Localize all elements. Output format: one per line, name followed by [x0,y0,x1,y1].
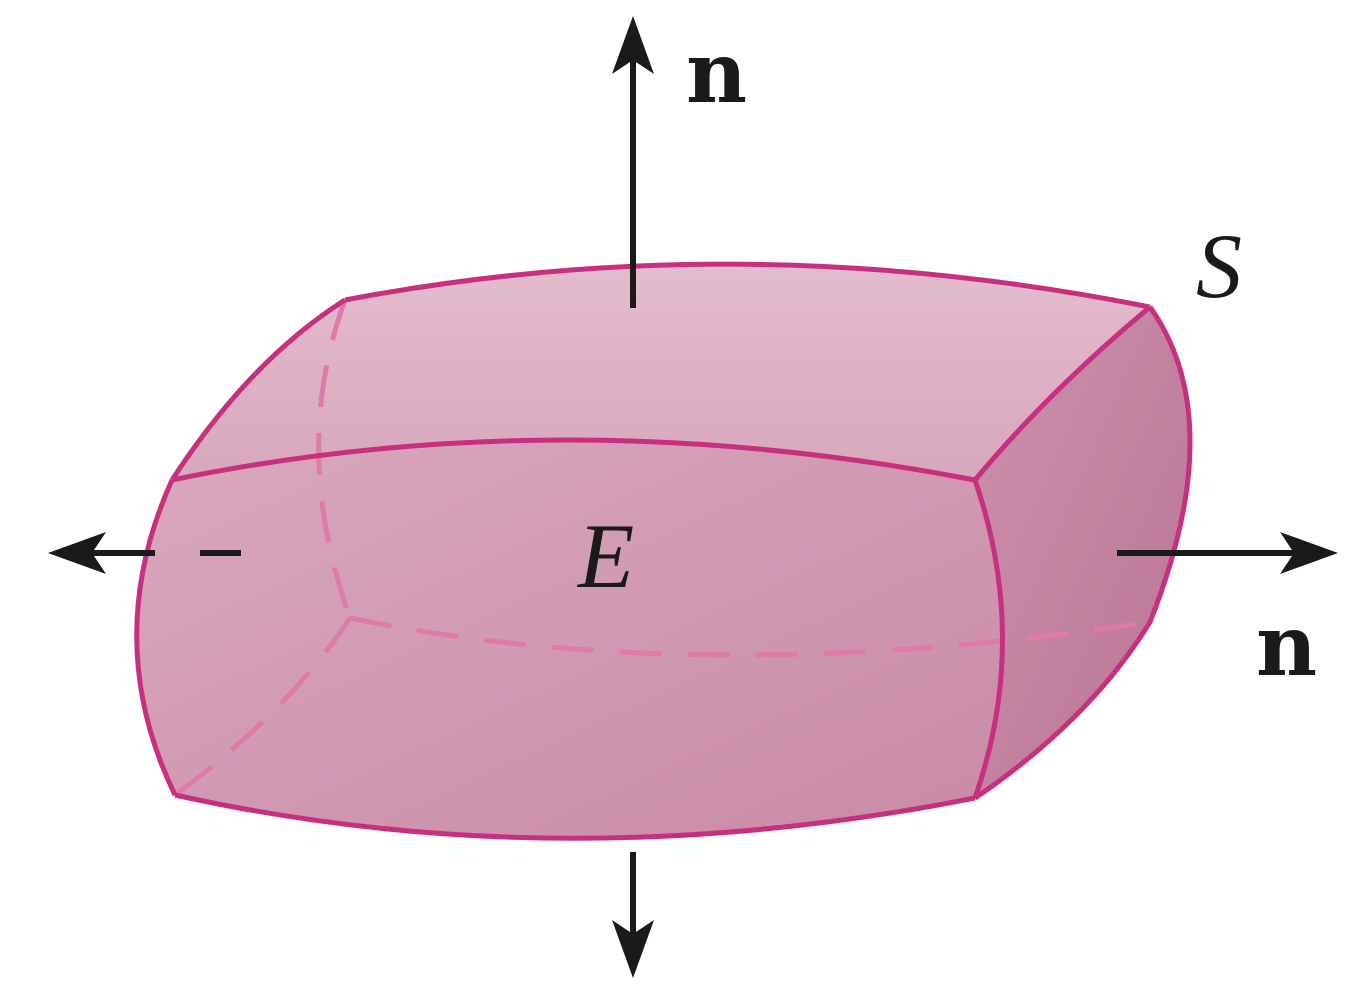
normal-label-top: n [686,23,748,122]
region-label: E [578,505,635,607]
normal-label-right: n [1256,596,1318,695]
front-face [137,440,1003,838]
surface-label: S [1196,215,1242,317]
